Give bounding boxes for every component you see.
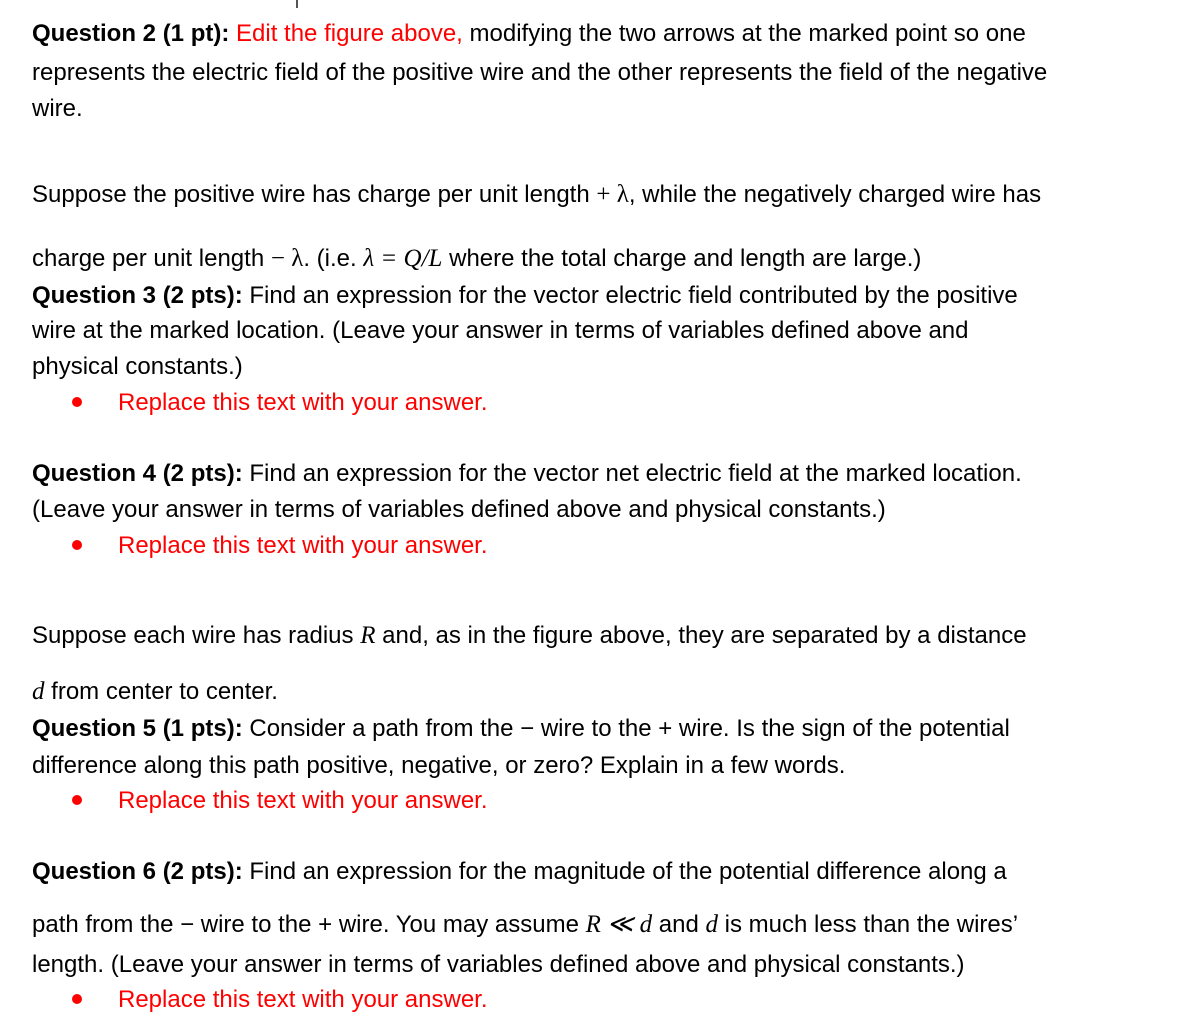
q2-instruction: Edit the figure above,: [236, 20, 463, 47]
var-R: R: [360, 622, 376, 649]
q6-line-3: length. (Leave your answer in terms of variables defined above and physical constants.): [32, 951, 965, 978]
q6-answer-text[interactable]: Replace this text with your answer.: [118, 986, 488, 1013]
q3-label: Question 3 (2 pts):: [32, 282, 243, 309]
q6-label: Question 6 (2 pts):: [32, 858, 243, 885]
q2-line-3: wire.: [32, 95, 83, 122]
setup1-text-5: where the total charge and length are large.): [449, 245, 922, 272]
q5-label: Question 5 (1 pts):: [32, 715, 243, 742]
q4-label: Question 4 (2 pts):: [32, 460, 243, 487]
q4-text-1: Find an expression for the vector net electric field at the marked location.: [249, 460, 1022, 487]
q6-text-2: path from the − wire to the + wire. You may assume: [32, 911, 579, 938]
q5-line-1: [32, 714, 1010, 744]
plus-lambda: + λ: [596, 181, 629, 208]
figure-edge-mark: [296, 0, 298, 8]
q3-line-2: wire at the marked location. (Leave your answer in terms of variables defined above and: [32, 317, 969, 344]
q2-text-1: modifying the two arrows at the marked point so one: [469, 20, 1026, 47]
bullet-icon: [72, 397, 82, 407]
q3-line-1: [32, 281, 1018, 311]
lambda-definition: λ = Q/L: [363, 245, 443, 272]
q6-line-2: [32, 910, 1018, 940]
minus-lambda: − λ: [270, 245, 304, 272]
bullet-icon: [72, 795, 82, 805]
q6-answer[interactable]: [72, 985, 488, 1015]
setup1-line-1: [32, 180, 1041, 210]
var-d-2: d: [705, 911, 718, 938]
var-d: d: [32, 678, 45, 705]
q2-label: Question 2 (1 pt):: [32, 20, 230, 47]
q3-answer-text[interactable]: Replace this text with your answer.: [118, 389, 488, 416]
q5-line-2: difference along this path positive, negative, or zero? Explain in a few words.: [32, 752, 846, 779]
setup2-line-2: [32, 677, 278, 707]
q3-text-1: Find an expression for the vector electric field contributed by the positive: [249, 282, 1018, 309]
setup1-text-4: . (i.e.: [303, 245, 357, 272]
q4-line-1: [32, 459, 1022, 489]
q4-answer[interactable]: [72, 531, 488, 561]
q4-answer-text[interactable]: Replace this text with your answer.: [118, 532, 488, 559]
q6-line-1: [32, 857, 1007, 887]
r-much-less-than-d: R ≪ d: [585, 911, 653, 938]
setup2-line-1: [32, 621, 1027, 651]
setup1-text-3: charge per unit length: [32, 245, 265, 272]
setup1-line-2: [32, 244, 921, 274]
setup1-text-2: , while the negatively charged wire has: [628, 181, 1042, 208]
setup2-text-1: Suppose each wire has radius: [32, 622, 354, 649]
q2-line-1: [32, 19, 1026, 49]
setup2-text-3: from center to center.: [51, 678, 278, 705]
q6-text-1: Find an expression for the magnitude of the potential difference along a: [249, 858, 1007, 885]
q5-text-1: Consider a path from the − wire to the + wire. Is the sign of the potential: [249, 715, 1010, 742]
q3-line-3: physical constants.): [32, 353, 243, 380]
bullet-icon: [72, 540, 82, 550]
q3-answer[interactable]: [72, 388, 488, 418]
q6-text-3: and: [658, 911, 699, 938]
setup2-text-2: and, as in the figure above, they are separated by a distance: [382, 622, 1027, 649]
q5-answer[interactable]: [72, 786, 488, 816]
q2-line-2: represents the electric field of the positive wire and the other represents the field of the negative: [32, 59, 1048, 86]
bullet-icon: [72, 994, 82, 1004]
q4-line-2: (Leave your answer in terms of variables defined above and physical constants.): [32, 496, 886, 523]
q5-answer-text[interactable]: Replace this text with your answer.: [118, 787, 488, 814]
q6-text-4: is much less than the wires’: [724, 911, 1019, 938]
setup1-text-1: Suppose the positive wire has charge per unit length: [32, 181, 590, 208]
